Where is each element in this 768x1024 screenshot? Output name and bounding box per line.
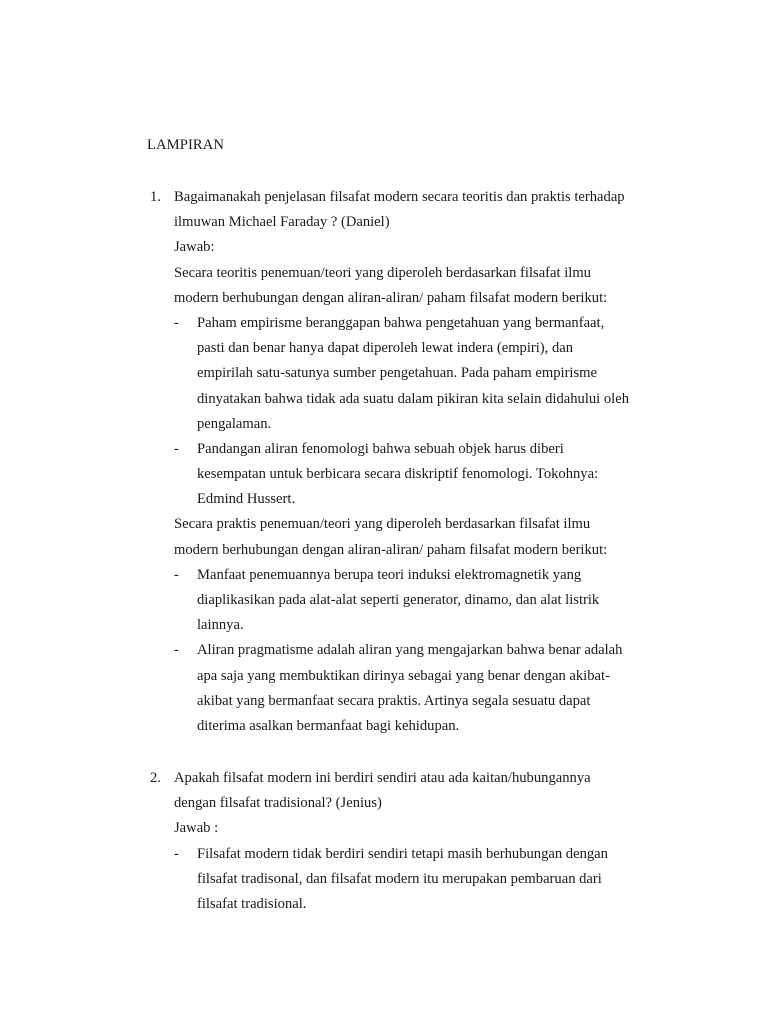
answer-label: Jawab: [174, 239, 215, 256]
question-text-line: Bagaimanakah penjelasan filsafat modern secara teoritis dan praktis terhadap [174, 189, 625, 205]
question-text-line: Apakah filsafat modern ini berdiri sendiri atau ada kaitan/hubungannya [174, 770, 591, 786]
bullet-text-line: Filsafat modern tidak berdiri sendiri tetapi masih berhubungan dengan [197, 845, 608, 862]
bullet-dash: - [174, 566, 179, 583]
bullet-item [150, 437, 670, 513]
bullet-text-line: akibat yang bermanfaat secara praktis. Artinya segala sesuatu dapat [197, 692, 591, 709]
page-heading: LAMPIRAN [147, 137, 225, 153]
bullet-text-line: diaplikasikan pada alat-alat seperti generator, dinamo, dan alat listrik [197, 592, 600, 608]
bullet-text-line: kesempatan untuk berbicara secara diskriptif fenomologi. Tokohnya: [197, 466, 599, 483]
bullet-dash: - [174, 440, 179, 457]
paragraph-line: modern berhubungan dengan aliran-aliran/ paham filsafat modern berikut: [174, 289, 608, 306]
bullet-dash: - [174, 642, 179, 659]
bullet-text-line: Paham empirisme beranggapan bahwa pengetahuan yang bermanfaat, [197, 314, 605, 331]
paragraph-line: modern berhubungan dengan aliran-aliran/ paham filsafat modern berikut: [174, 541, 608, 558]
bullet-item [150, 311, 670, 437]
paragraph-line: Secara teoritis penemuan/teori yang diperoleh berdasarkan filsafat ilmu [174, 264, 591, 281]
bullet-text-line: empirilah satu-satunya sumber pengetahuan. Pada paham empirisme [197, 365, 597, 382]
bullet-text-line: dinyatakan bahwa tidak ada suatu dalam pikiran kita selain didahului oleh [197, 390, 630, 407]
question-2 [150, 766, 670, 917]
bullet-item [150, 842, 670, 918]
answer-label: Jawab : [174, 820, 219, 837]
bullet-item [150, 563, 670, 639]
bullet-text-line: Manfaat penemuannya berupa teori induksi elektromagnetik yang [197, 566, 582, 583]
bullet-text-line: Aliran pragmatisme adalah aliran yang mengajarkan bahwa benar adalah [197, 642, 623, 659]
bullet-text-line: Edmind Hussert. [197, 491, 296, 508]
bullet-text-line: Pandangan aliran fenomologi bahwa sebuah objek harus diberi [197, 440, 564, 457]
bullet-text-line: filsafat tradisonal, dan filsafat modern itu merupakan pembaruan dari [197, 870, 602, 887]
bullet-text-line: diterima asalkan bermanfaat bagi kehidupan. [197, 717, 460, 734]
bullet-dash: - [174, 845, 179, 862]
bullet-text-line: apa saja yang membuktikan dirinya sebagai yang benar dengan akibat- [197, 667, 610, 684]
bullet-item [150, 638, 670, 739]
bullet-text-line: pengalaman. [197, 415, 272, 432]
question-text-line: ilmuwan Michael Faraday ? (Daniel) [174, 214, 390, 231]
bullet-text-line: lainnya. [197, 617, 244, 634]
paragraph-line: Secara praktis penemuan/teori yang diperoleh berdasarkan filsafat ilmu [174, 516, 591, 533]
question-1 [150, 185, 670, 739]
bullet-text-line: pasti dan benar hanya dapat diperoleh lewat indera (empiri), dan [197, 340, 574, 357]
question-text-line: dengan filsafat tradisional? (Jenius) [174, 795, 382, 812]
bullet-dash: - [174, 314, 179, 331]
question-number: 1. [150, 189, 161, 205]
bullet-text-line: filsafat tradisional. [197, 895, 307, 912]
question-number: 2. [150, 770, 161, 786]
